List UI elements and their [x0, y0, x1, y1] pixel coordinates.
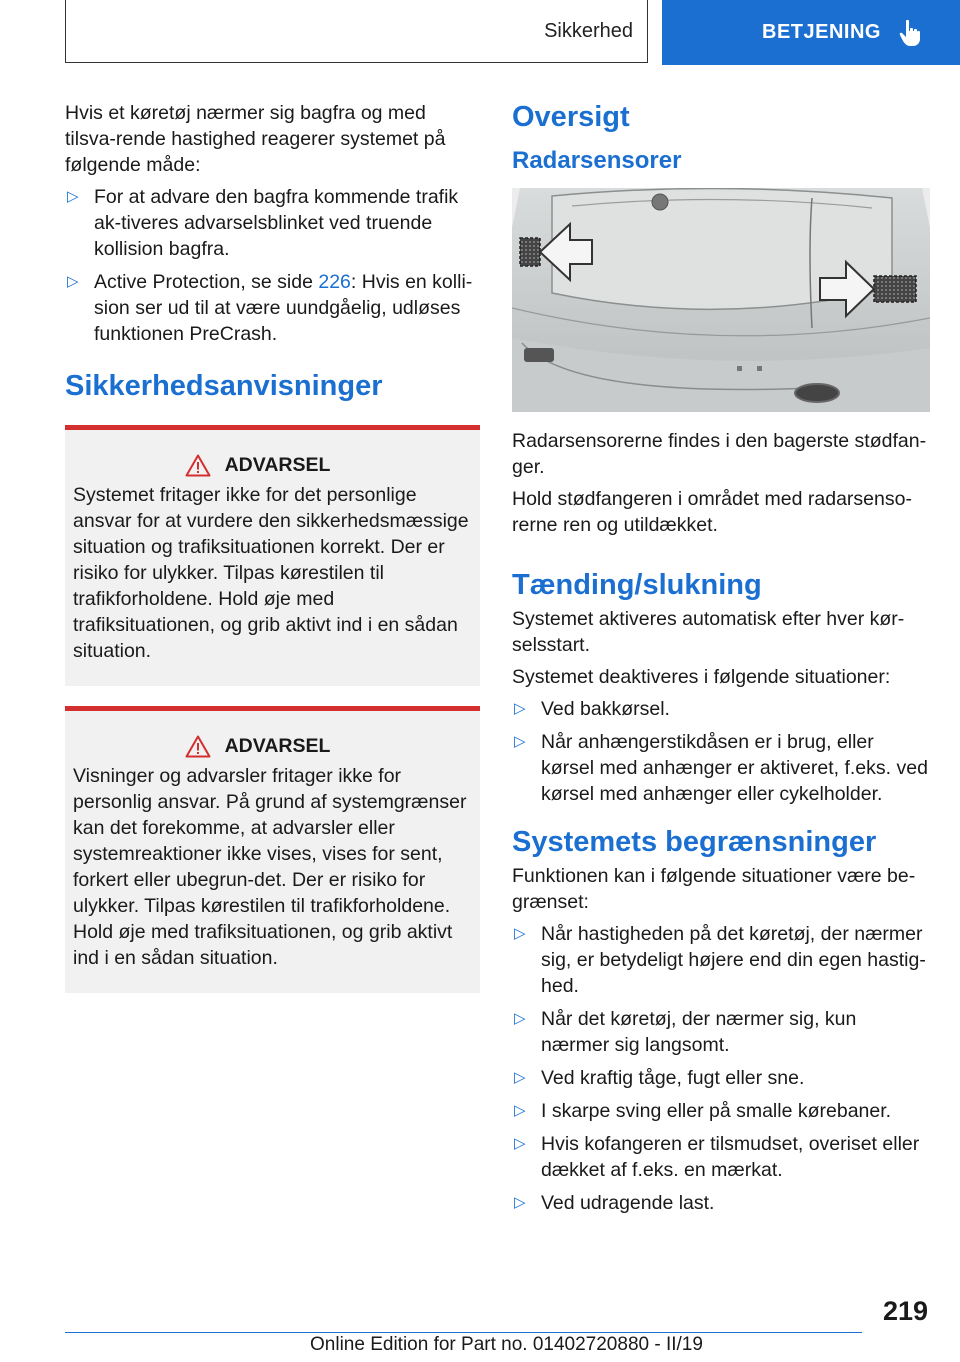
triangle-marker-icon: ▷	[67, 273, 79, 290]
chapter-tab-label: BETJENING	[762, 21, 881, 43]
page-number: 219	[882, 1296, 928, 1326]
footer-edition: Online Edition for Part no. 01402720880 - II/19	[310, 1334, 703, 1355]
section-title	[65, 0, 648, 63]
onoff-heading: Tænding/slukning	[512, 569, 762, 601]
triangle-marker-icon: ▷	[514, 1010, 526, 1027]
footer-divider	[65, 1332, 862, 1333]
list-item	[512, 1131, 930, 1183]
section-title-text: Sikkerhed	[544, 19, 633, 42]
list-item-text: Ved kraftig tåge, fugt eller sne.	[541, 1067, 805, 1089]
chapter-tab[interactable]	[662, 0, 960, 65]
list-item-text: Når hastigheden på det køretøj, der nærmer sig, er betydeligt højere end din egen hastig-hed.	[541, 923, 926, 997]
car-rear-radar-illustration	[512, 188, 930, 412]
onoff-bullet-list	[512, 696, 930, 807]
list-item	[65, 269, 480, 347]
list-item	[512, 729, 930, 807]
triangle-marker-icon: ▷	[514, 1194, 526, 1211]
list-item-text: Active Protection, se side	[94, 271, 319, 293]
list-item-text: Når anhængerstikdåsen er i brug, eller kørsel med anhænger er aktiveret, f.eks. ved kørsel med anhænger eller cykelholder.	[541, 731, 928, 805]
list-item	[65, 184, 480, 262]
onoff-paragraph-1: Systemet aktiveres automatisk efter hver kør-selsstart.	[512, 608, 905, 656]
triangle-marker-icon: ▷	[514, 1102, 526, 1119]
warning-box	[65, 706, 480, 993]
warning-box	[65, 425, 480, 686]
list-item	[512, 696, 930, 722]
left-column	[65, 100, 480, 1011]
warning-title: ADVARSEL	[224, 454, 331, 476]
intro-paragraph: Hvis et køretøj nærmer sig bagfra og med tilsva-rende hastighed reagerer systemet på følgende måde:	[65, 102, 446, 176]
list-item	[512, 1006, 930, 1058]
list-item-text: Ved bakkørsel.	[541, 698, 670, 720]
safety-heading: Sikkerhedsanvisninger	[65, 370, 383, 402]
list-item	[512, 1098, 930, 1124]
list-item	[512, 1065, 930, 1091]
warning-text: Visninger og advarsler fritager ikke for personlig ansvar. På grund af systemgrænser kan det forekomme, at advarsler eller systemreaktioner ikke vises, vises for sent, forkert eller ubegrun-det. Der er risiko for ulykker. Tilpas kørestilen til trafikforholdene. Hold øje med trafiksituationen, og grib aktivt ind i en sådan situation.	[73, 765, 467, 969]
limits-heading: Systemets begrænsninger	[512, 826, 877, 858]
radar-paragraph-1: Radarsensorerne findes i den bagerste stødfan-ger.	[512, 430, 927, 478]
limits-bullet-list	[512, 921, 930, 1216]
left-bullet-list	[65, 184, 480, 347]
triangle-marker-icon: ▷	[514, 925, 526, 942]
list-item-text: Når det køretøj, der nærmer sig, kun nærmer sig langsomt.	[541, 1008, 857, 1056]
hand-pointer-icon	[899, 19, 921, 47]
overview-heading: Oversigt	[512, 101, 630, 133]
list-item-text: : Hvis en kolli-sion ser ud til at være uundgåelig, udløses funktionen PreCrash.	[94, 271, 473, 345]
triangle-marker-icon: ▷	[514, 1135, 526, 1152]
list-item	[512, 1190, 930, 1216]
triangle-marker-icon: ▷	[67, 188, 79, 205]
page-link[interactable]: 226	[318, 271, 351, 293]
onoff-paragraph-2: Systemet deaktiveres i følgende situationer:	[512, 666, 891, 688]
warning-title: ADVARSEL	[224, 735, 331, 757]
radar-subheading: Radarsensorer	[512, 147, 682, 174]
list-item	[512, 921, 930, 999]
warning-triangle-icon	[185, 735, 211, 758]
list-item-text: For at advare den bagfra kommende trafik ak-tiveres advarselsblinket ved truende kollision bagfra.	[94, 186, 459, 260]
list-item-text: Ved udragende last.	[541, 1192, 715, 1214]
triangle-marker-icon: ▷	[514, 700, 526, 717]
limits-paragraph: Funktionen kan i følgende situationer være be-grænset:	[512, 865, 916, 913]
warning-header	[43, 733, 472, 759]
warning-text: Systemet fritager ikke for det personlige ansvar for at vurdere den sikkerhedsmæssige situation og trafiksituationen korrekt. Der er risiko for ulykker. Tilpas kørestilen til trafikforholdene. Hold øje med trafiksituationen, og grib aktivt ind i en sådan situation.	[73, 484, 469, 662]
right-column	[512, 100, 930, 1223]
list-item-text: Hvis kofangeren er tilsmudset, overiset eller dækket af f.eks. en mærkat.	[541, 1133, 920, 1181]
triangle-marker-icon: ▷	[514, 733, 526, 750]
warning-triangle-icon	[185, 454, 211, 477]
list-item-text: I skarpe sving eller på smalle kørebaner.	[541, 1100, 892, 1122]
warning-header	[43, 452, 472, 478]
triangle-marker-icon: ▷	[514, 1069, 526, 1086]
radar-paragraph-2: Hold stødfangeren i området med radarsenso-rerne ren og utildækket.	[512, 488, 912, 536]
